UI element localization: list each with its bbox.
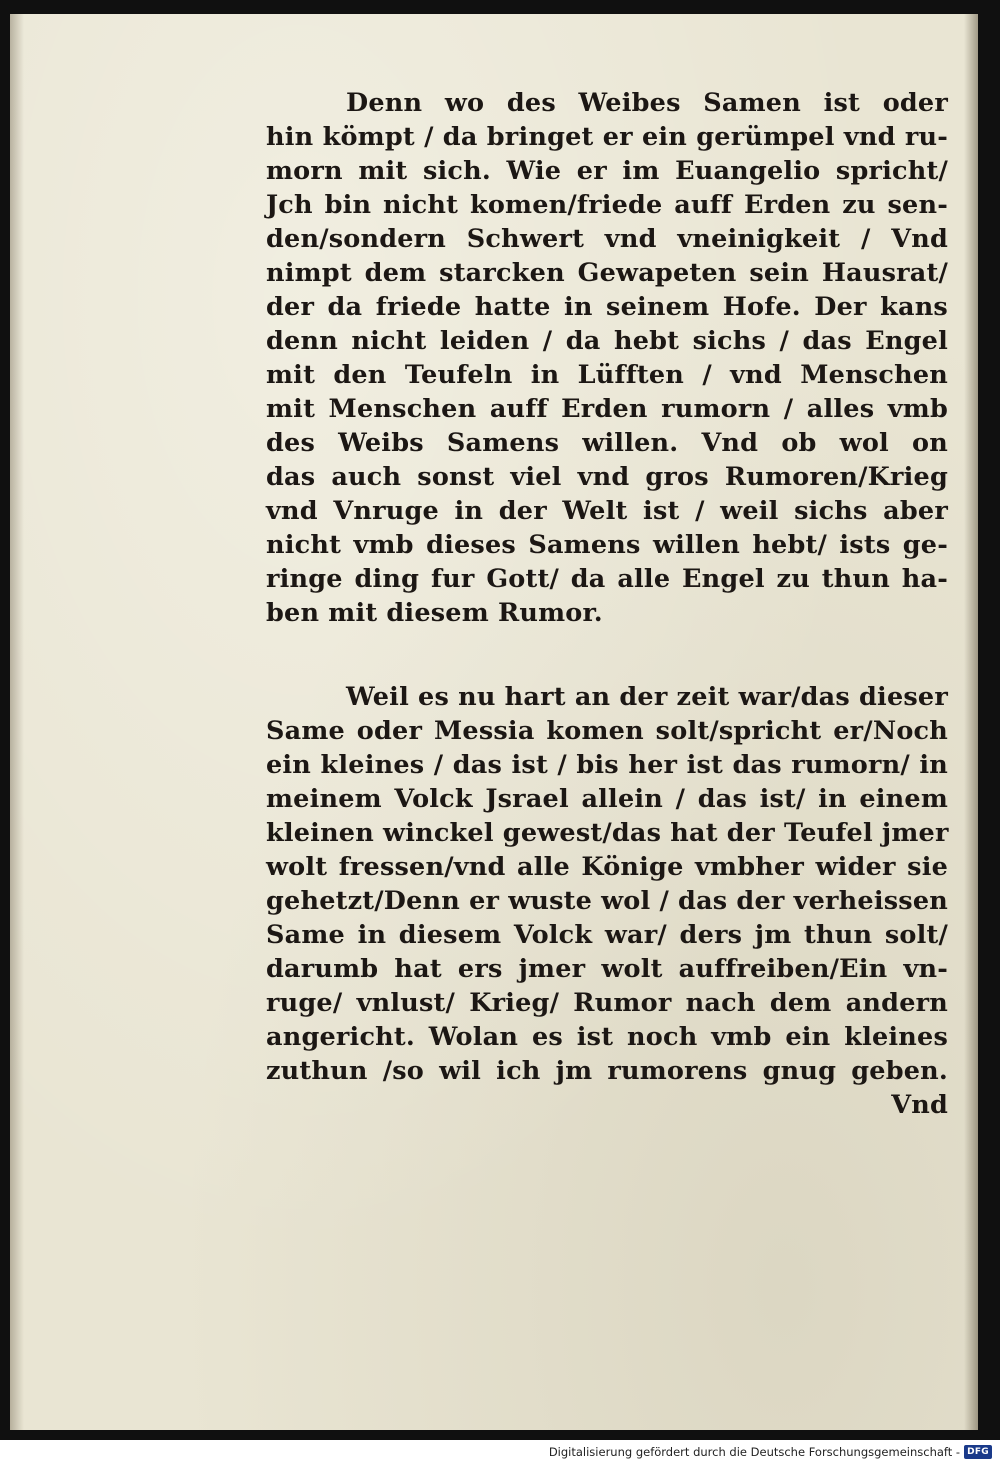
footer-credit-text: Digitalisierung gefördert durch die Deutsche Forschungsgemeinschaft - — [548, 1445, 961, 1459]
text-line: der da friede hatte in seinem Hofe. Der kans — [266, 292, 948, 322]
text-line: des Weibs Samens willen. Vnd ob wol on — [266, 428, 948, 458]
text-line: den/sondern Schwert vnd vneinigkeit / Vnd — [266, 224, 948, 254]
page-text-block — [266, 86, 948, 1122]
text-line: meinem Volck Jsrael allein / das ist/ in einem — [266, 784, 948, 814]
page-edge-shadow-right — [964, 14, 978, 1430]
paragraph-gap — [266, 630, 948, 680]
text-line: wolt fressen/vnd alle Könige vmbher wider sie — [266, 852, 948, 882]
text-line: mit Menschen auff Erden rumorn / alles vmb — [266, 394, 948, 424]
text-line: vnd Vnruge in der Welt ist / weil sichs aber — [266, 496, 948, 526]
text-line: Same oder Messia komen solt/spricht er/Noch — [266, 716, 948, 746]
text-line: das auch sonst viel vnd gros Rumoren/Krieg — [266, 462, 948, 492]
text-line: Denn wo des Weibes Samen ist oder — [346, 88, 948, 118]
page-edge-shadow-left — [10, 14, 24, 1430]
paragraph-2 — [266, 680, 948, 1088]
dfg-logo-icon: DFG — [964, 1445, 992, 1459]
text-line: ringe ding fur Gott/ da alle Engel zu thun ha- — [266, 564, 948, 594]
catchword: Vnd — [891, 1090, 948, 1120]
text-line: ein kleines / das ist / bis her ist das rumorn/ in — [266, 750, 948, 780]
text-line: morn mit sich. Wie er im Euangelio spricht/ — [266, 156, 948, 186]
text-line: nimpt dem starcken Gewapeten sein Hausrat/ — [266, 258, 948, 288]
text-line: darumb hat ers jmer wolt auffreiben/Ein vn- — [266, 954, 948, 984]
text-line: zuthun /so wil ich jm rumorens gnug geben. — [266, 1056, 948, 1086]
text-line: gehetzt/Denn er wuste wol / das der verheissen — [266, 886, 948, 916]
digitization-footer — [549, 1442, 992, 1462]
text-line: mit den Teufeln in Lüfften / vnd Menschen — [266, 360, 948, 390]
text-line: nicht vmb dieses Samens willen hebt/ ists ge- — [266, 530, 948, 560]
text-line: Weil es nu hart an der zeit war/das dieser — [346, 682, 948, 712]
text-line: angericht. Wolan es ist noch vmb ein kleines — [266, 1022, 948, 1052]
paragraph-1 — [266, 86, 948, 630]
text-line: hin kömpt / da bringet er ein gerümpel vnd ru- — [266, 122, 948, 152]
text-line: ben mit diesem Rumor. — [266, 598, 603, 628]
text-line: Same in diesem Volck war/ ders jm thun solt/ — [266, 920, 948, 950]
text-line: denn nicht leiden / da hebt sichs / das Engel — [266, 326, 948, 356]
text-line: Jch bin nicht komen/friede auff Erden zu sen- — [266, 190, 948, 220]
text-line: ruge/ vnlust/ Krieg/ Rumor nach dem andern — [266, 988, 948, 1018]
text-line: kleinen winckel gewest/das hat der Teufel jmer — [266, 818, 949, 848]
